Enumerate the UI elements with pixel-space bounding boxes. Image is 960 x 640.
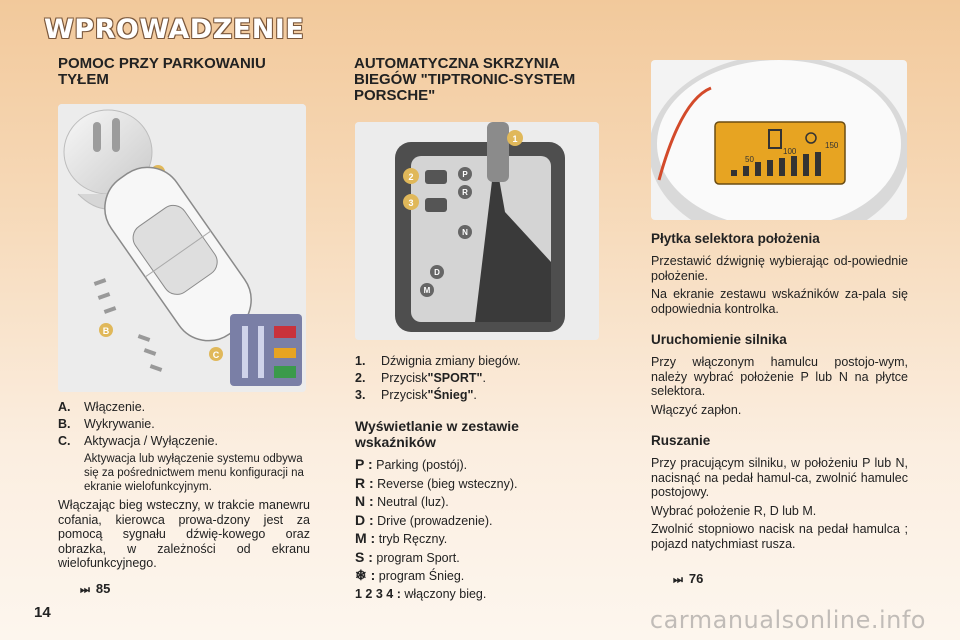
legend-row: M : tryb Ręczny. [355, 530, 448, 546]
parking-assist-illustration [58, 104, 306, 392]
svg-text:100: 100 [783, 147, 797, 156]
legend-row: N : Neutral (luz). [355, 493, 449, 509]
list-item: C. Aktywacja / Wyłączenie. [58, 434, 218, 448]
gearbox-items [355, 353, 601, 404]
moving-off-paragraph-3: Zwolnić stopniowo nacisk na pedał hamulca ; pojazd natychmiast rusza. [651, 522, 908, 551]
moving-off-heading: Ruszanie [651, 433, 711, 448]
legend-row: ❄ : program Śnieg. [355, 567, 465, 583]
config-note: Aktywacja lub wyłączenie systemu odbywa się za pośrednictwem menu konfiguracji na ekranie wielofunkcyjnym. [84, 453, 304, 493]
parking-assist-figure [58, 104, 306, 392]
selector-paragraph-2: Na ekranie zestawu wskaźników za-pala się odpowiednia kontrolka. [651, 287, 908, 316]
legend-row: D : Drive (prowadzenie). [355, 511, 493, 528]
legend-row: 1 2 3 4 : włączony bieg. [355, 586, 487, 601]
svg-text:2: 2 [408, 172, 414, 182]
legend-row: P : Parking (postój). [355, 456, 468, 472]
svg-text:50: 50 [745, 155, 754, 164]
parking-assist-items [58, 399, 310, 450]
svg-text:1: 1 [512, 134, 518, 144]
double-arrow-icon: ⏭ [80, 583, 90, 596]
instrument-display-illustration [651, 60, 907, 220]
selector-paragraph-1: Przestawić dźwignię wybierając od-powiednie położenie. [651, 254, 908, 283]
page-number: 14 [34, 604, 51, 621]
list-item: B. Wykrywanie. [58, 417, 155, 431]
selector-text [651, 231, 908, 587]
svg-text:C: C [212, 350, 220, 360]
watermark: carmanualsonline.info [649, 606, 926, 634]
gear-selector-figure [355, 122, 599, 340]
page-reference-76[interactable]: ⏭ 76 [673, 571, 704, 586]
gear-selector-illustration [355, 122, 599, 340]
snow-button[interactable] [425, 198, 447, 212]
legend-row: R : Reverse (bieg wsteczny). [355, 474, 518, 491]
list-item: 3. Przycisk "Śnieg" . [355, 388, 477, 402]
double-arrow-icon: ⏭ [673, 574, 683, 586]
gearbox-text [355, 353, 601, 603]
list-item: A. Włączenie. [58, 400, 146, 414]
page-title: WPROWADZENIE [44, 14, 305, 45]
display-legend [355, 456, 601, 603]
page-reference-85[interactable]: ⏭ 85 [80, 580, 111, 596]
list-item: 1. Dźwignia zmiany biegów. [355, 354, 521, 368]
moving-off-paragraph-1: Przy pracującym silniku, w położeniu P lub N, nacisnąć na pedał hamul-ca, zwolnić hamulec postojowy. [651, 456, 908, 499]
parking-assist-column [58, 56, 310, 88]
instrument-display-figure [651, 60, 907, 220]
parking-assist-paragraph: Włączając bieg wsteczny, w trakcie manewru cofania, kierowca prowa-dzony jest za pomocą sygnału dźwię-kowego oraz obrazka, w zależności od ekranu wielofunkcyjnego. [58, 498, 310, 570]
display-subheading: Wyświetlanie w zestawie wskaźników [355, 418, 519, 450]
svg-text:3: 3 [408, 198, 414, 208]
svg-text:N: N [462, 228, 468, 237]
engine-start-paragraph-2: Włączyć zapłon. [651, 402, 742, 417]
parking-assist-text [58, 399, 310, 597]
legend-row: S : program Sport. [355, 548, 460, 565]
gearbox-column [354, 56, 600, 104]
selector-plate-heading: Płytka selektora położenia [651, 231, 820, 246]
svg-text:D: D [434, 268, 440, 277]
engine-start-heading: Uruchomienie silnika [651, 332, 787, 347]
svg-text:P: P [462, 170, 468, 179]
parking-assist-heading: POMOC PRZY PARKOWANIU TYŁEM [58, 55, 266, 88]
engine-start-paragraph-1: Przy włączonym hamulcu postojo-wym, należy wybrać położenie P lub N na płytce selektora. [651, 355, 908, 398]
svg-text:R: R [462, 188, 468, 197]
svg-text:150: 150 [825, 141, 839, 150]
list-item: 2. Przycisk "SPORT" . [355, 371, 486, 385]
gearbox-heading: AUTOMATYCZNA SKRZYNIA BIEGÓW "TIPTRONIC-SYSTEM PORSCHE" [354, 55, 576, 104]
svg-text:M: M [423, 286, 431, 295]
sport-button[interactable] [425, 170, 447, 184]
svg-text:B: B [102, 326, 110, 336]
moving-off-paragraph-2: Wybrać położenie R, D lub M. [651, 503, 817, 518]
